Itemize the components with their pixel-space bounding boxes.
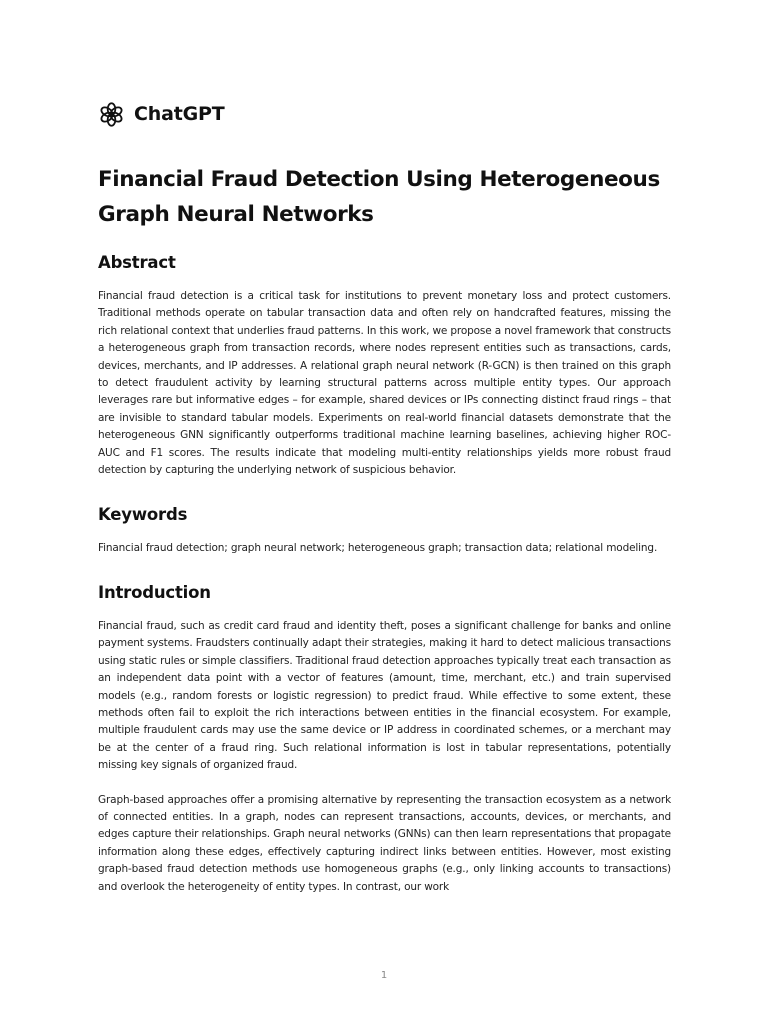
page-number: 1 — [380, 970, 388, 981]
abstract-heading: Abstract — [98, 253, 176, 272]
brand-header — [98, 100, 671, 128]
document-page — [98, 100, 671, 896]
keywords-heading: Keywords — [98, 505, 188, 525]
openai-logo-icon — [98, 101, 125, 128]
abstract-text: Financial fraud detection is a critical task for institutions to prevent monetary loss and protect customers. Traditional methods operate on tabular transaction data and often rely on handcrafted features, missing the rich relational context that underlies fraud patterns. In this work, we propose a novel framework that constructs a heterogeneous graph from transaction records, where nodes represent entities such as transactions, cards, devices, merchants, and IP addresses. A relational graph neural network (R-GCN) is then trained on this graph to detect fraudulent activity by learning structural patterns across multiple entity types. Our approach leverages rare but informative edges – for example, shared devices or IPs connecting distinct fraud rings – that are invisible to standard tabular models. Experiments on real-world financial datasets demonstrate that the heterogeneous GNN significantly outperforms traditional machine learning baselines, achieving higher ROC-AUC and F1 scores. The results indicate that modeling multi-entity relationships yields more robust fraud detection by capturing the underlying network of suspicious behavior. — [98, 290, 671, 477]
paper-title: Financial Fraud Detection Using Heterogeneous Graph Neural Networks — [98, 167, 660, 227]
keywords-text: Financial fraud detection; graph neural network; heterogeneous graph; transaction data; relational modeling. — [98, 542, 658, 555]
brand-name: ChatGPT — [134, 103, 225, 125]
introduction-heading: Introduction — [98, 582, 211, 602]
introduction-paragraph: Graph-based approaches offer a promising alternative by representing the transaction ecosystem as a network of connected entities. In a graph, nodes can represent transactions, accounts, devices, or merchants, and edges capture their relationships. Graph neural networks (GNNs) can then learn representations that propagate information along these edges, effectively capturing indirect links between entities. However, most existing graph-based fraud detection methods use homogeneous graphs (e.g., only linking accounts to transactions) and overlook the heterogeneity of entity types. In contrast, our work — [98, 793, 671, 893]
introduction-paragraph: Financial fraud, such as credit card fraud and identity theft, poses a significant challenge for banks and online payment systems. Fraudsters continually adapt their strategies, making it hard to detect malicious transactions using static rules or simple classifiers. Traditional fraud detection approaches typically treat each transaction as an independent data point with a vector of features (amount, time, merchant, etc.) and train supervised models (e.g., random forests or logistic regression) to predict fraud. While effective to some extent, these methods often fail to exploit the rich interactions between entities in the financial ecosystem. For example, multiple fraudulent cards may use the same device or IP address in coordinated schemes, or a merchant may be at the center of a fraud ring. Such relational information is lost in tabular representations, potentially missing key signals of organized fraud. — [98, 619, 671, 772]
